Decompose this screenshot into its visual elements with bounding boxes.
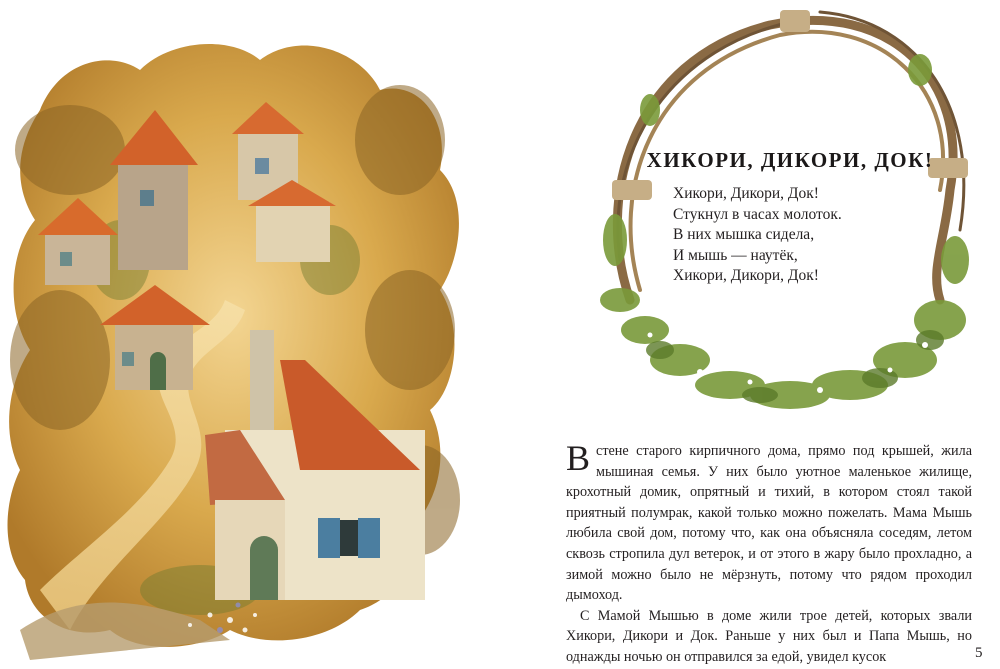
poem-line: Хикори, Дикори, Док! bbox=[673, 185, 819, 202]
poem-line: Хикори, Дикори, Док! bbox=[673, 267, 819, 285]
poem-line: Стукнул в часах молоток. bbox=[673, 205, 842, 223]
poem-line: В них мышка сидела, bbox=[673, 226, 815, 244]
story-text bbox=[566, 438, 972, 668]
story-paragraph: С Мамой Мышью в доме жили трое детей, которых звали Хикори, Дикори и Док. Раньше у них был и Папа Мышь, но однажды ночью он отправился за едой, увидел кусок bbox=[566, 607, 972, 665]
story-paragraph bbox=[566, 438, 972, 606]
top-knot bbox=[780, 10, 810, 32]
paragraph-text: стене старого кирпичного дома, прямо под крышей, жила мышиная семья. У них было уютное маленькое жилище, крохотный домик, опрятный и тихий, в котором стоял такой приятный полумрак, какой только можно пожелать. Мама Мышь любила свой дом, потому что, как она объясняла соседям, летом сквозь стропила дул ветерок, и от этого в жару было прохладно, а зимой можно было не мёрзнуть, потому что рядом проходил дымоход. bbox=[566, 443, 972, 604]
village-illustration bbox=[0, 30, 480, 669]
poem-line: И мышь — наутёк, bbox=[673, 246, 798, 264]
poem-title: ХИКОРИ, ДИКОРИ, ДОК! bbox=[646, 148, 934, 172]
drop-cap: В bbox=[566, 438, 591, 478]
poem-stanza bbox=[673, 184, 923, 287]
page-number: 5 bbox=[975, 645, 983, 661]
